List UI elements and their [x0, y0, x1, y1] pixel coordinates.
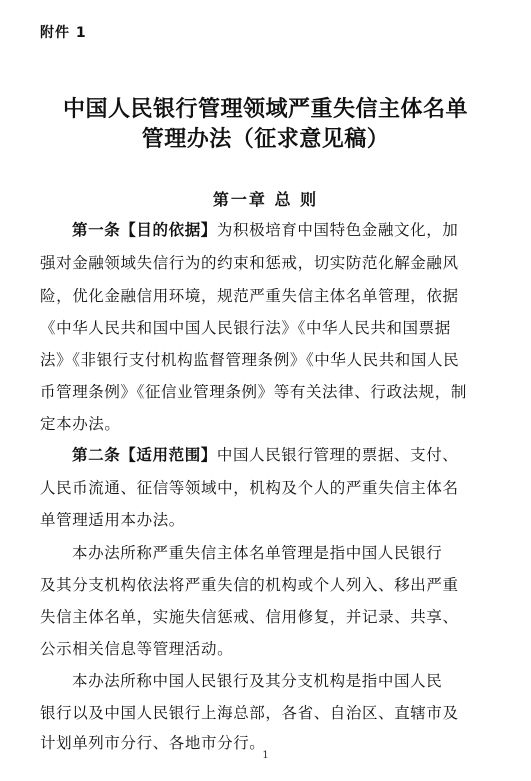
paragraph-4-text: 计划单列市分行、各地市分行。: [40, 734, 266, 752]
paragraph-3-text: 及其分支机构依法将严重失信的机构或个人列入、移出严重: [40, 576, 459, 594]
document-title-line-2: 管理办法（征求意见稿）: [141, 126, 390, 152]
paragraph-3-text: 失信主体名单，实施失信惩戒、信用修复，并记录、共享、: [40, 608, 459, 626]
article-1-text: 币管理条例》《征信业管理条例》等有关法律、行政法规，制: [40, 383, 467, 401]
article-1-text: 强对金融领域失信行为的约束和惩戒，切实防范化解金融风: [40, 254, 459, 272]
article-1-text: 为积极培育中国特色金融文化，加: [216, 221, 459, 239]
document-title-line-1: 中国人民银行管理领域严重失信主体名单: [62, 96, 468, 122]
page-number: 1: [262, 750, 269, 761]
paragraph-4-text: 银行以及中国人民银行上海总部，各省、自治区、直辖市及: [40, 704, 459, 722]
article-2-text: 中国人民银行管理的票据、支付、: [216, 446, 459, 464]
article-1-text: 定本办法。: [40, 415, 121, 433]
article-1-text: 《中华人民共和国中国人民银行法》《中华人民共和国票据: [40, 319, 451, 337]
article-2-text: 人民币流通、征信等领域中，机构及个人的严重失信主体名: [40, 479, 459, 497]
attachment-label: 附件 1: [40, 25, 87, 41]
article-1-text: 法》《非银行支付机构监督管理条例》《中华人民共和国人民: [40, 351, 460, 369]
article-2-first-line: [72, 445, 491, 465]
article-2-heading: 第二条【适用范围】: [72, 446, 217, 464]
article-2-text: 单管理适用本办法。: [40, 511, 185, 529]
article-1-text: 险，优化金融信用环境，规范严重失信主体名单管理，依据: [40, 287, 459, 305]
chapter-heading: 第一章 总 则: [212, 190, 319, 209]
paragraph-3-text: 公示相关信息等管理活动。: [40, 640, 234, 658]
paragraph-3-text: 本办法所称严重失信主体名单管理是指中国人民银行: [72, 544, 443, 562]
article-1-first-line: [72, 220, 491, 240]
paragraph-4-text: 本办法所称中国人民银行及其分支机构是指中国人民: [72, 672, 443, 690]
article-1-heading: 第一条【目的依据】: [72, 221, 217, 239]
